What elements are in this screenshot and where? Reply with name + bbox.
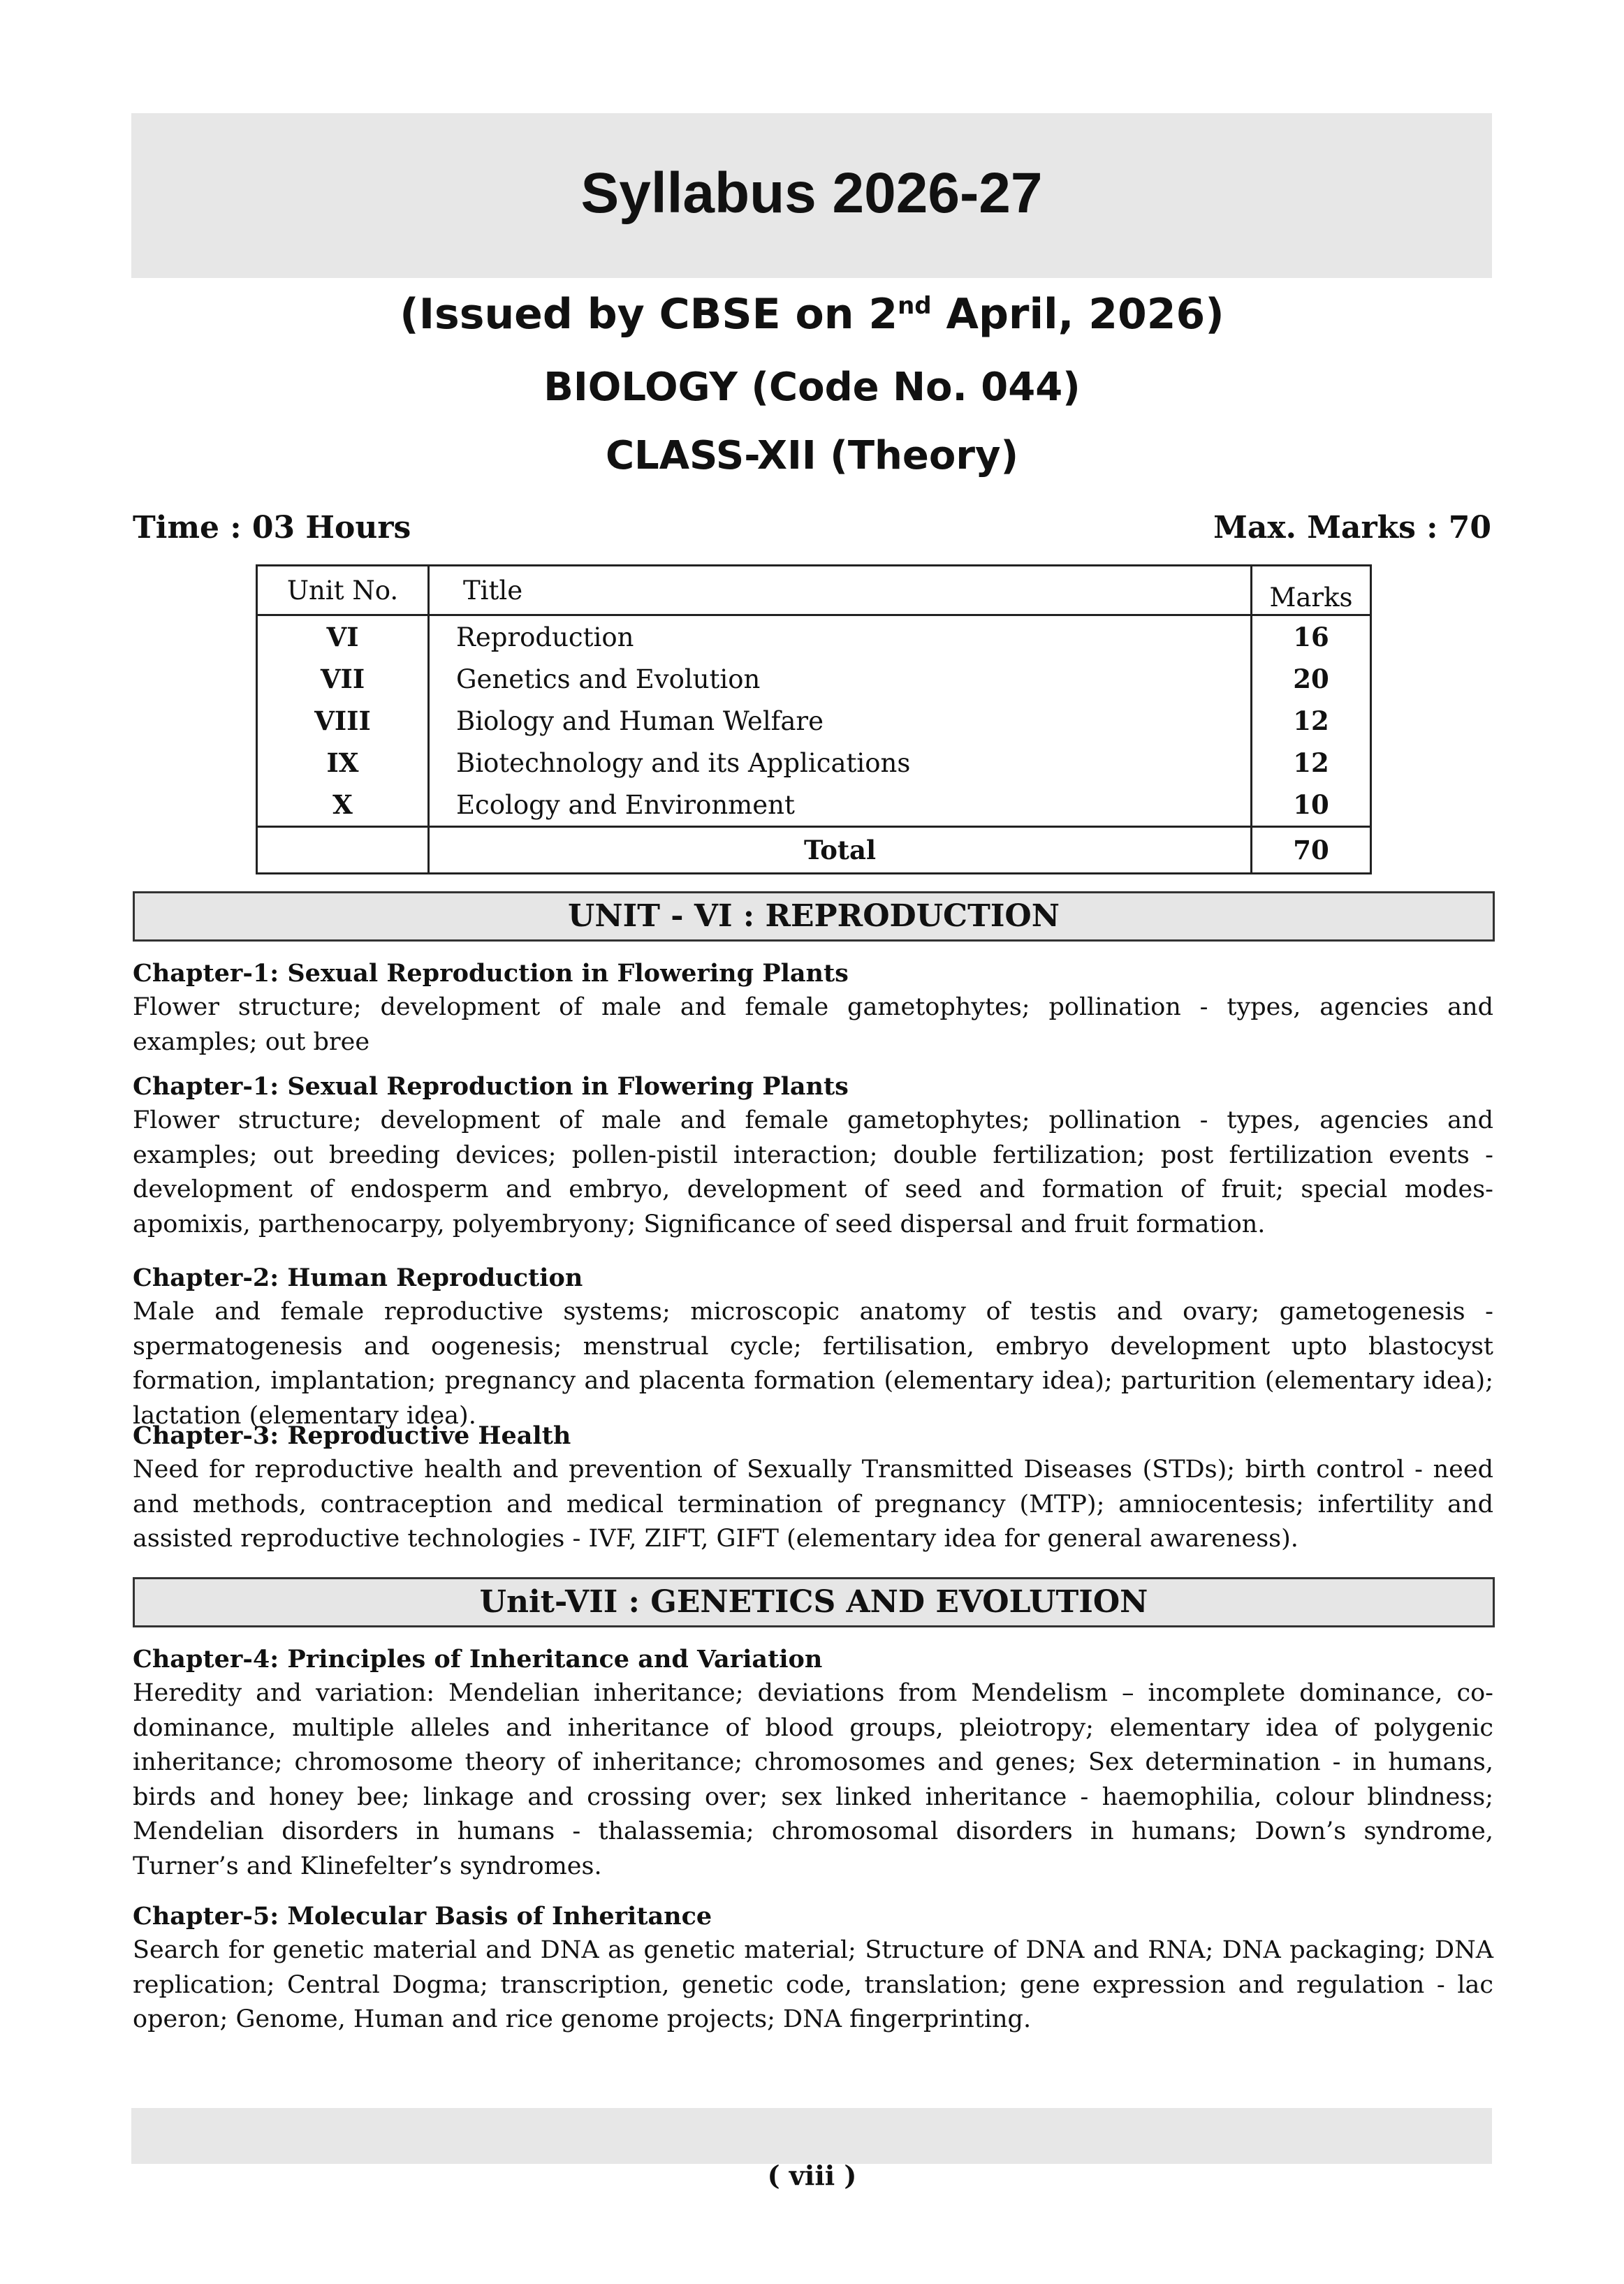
title-cell: Biology and Human Welfare <box>429 700 1252 742</box>
marks-cell: 12 <box>1252 700 1371 742</box>
subject-heading: BIOLOGY (Code No. 044) <box>543 365 1081 410</box>
chapter-block <box>133 1070 1493 1242</box>
table-row <box>257 700 1371 742</box>
marks-cell: 12 <box>1252 742 1371 784</box>
title-cell: Reproduction <box>429 615 1252 659</box>
unit-cell: IX <box>257 742 429 784</box>
chapter-text: Need for reproductive health and prevention of Sexually Transmitted Diseases (STDs); birth control - need and methods, contraception and medical termination of pregnancy (MTP); amniocentesis; infertility and assisted reproductive technologies - IVF, ZIFT, GIFT (elementary idea for general awareness). <box>133 1456 1493 1553</box>
chapter-text: Search for genetic material and DNA as genetic material; Structure of DNA and RNA; DNA packaging; DNA replication; Central Dogma; transcription, genetic code, translation; gene expression and regulation - lac operon; Genome, Human and rice genome projects; DNA fingerprinting. <box>133 1936 1493 2033</box>
chapter-text: Male and female reproductive systems; microscopic anatomy of testis and ovary; gametogenesis -spermatogenesis and oogenesis; menstrual cycle; fertilisation, embryo development upto blastocyst formation, implantation; pregnancy and placenta formation (elementary idea); parturition (elementary idea); lactation (elementary idea). <box>133 1298 1493 1430</box>
total-empty-cell <box>257 827 429 874</box>
header-marks: Marks <box>1252 566 1371 615</box>
table-row <box>257 784 1371 827</box>
table-row <box>257 658 1371 700</box>
issued-line <box>0 290 1624 339</box>
chapter-text: Flower structure; development of male and female gametophytes; pollination - types, agencies and examples; out bree <box>133 993 1493 1056</box>
chapter-title: Chapter-3: Reproductive Health <box>133 1421 571 1450</box>
max-marks-label: Max. Marks : 70 <box>1213 510 1491 546</box>
chapter-block <box>133 1261 1493 1433</box>
issued-after: April, 2026) <box>931 290 1224 339</box>
class-heading: CLASS-XII (Theory) <box>605 433 1019 478</box>
title-band <box>131 113 1492 278</box>
chapter-title: Chapter-1: Sexual Reproduction in Flowering Plants <box>133 959 849 988</box>
chapter-title: Chapter-4: Principles of Inheritance and Variation <box>133 1645 823 1674</box>
time-label: Time : 03 Hours <box>133 510 411 546</box>
chapter-title: Chapter-5: Molecular Basis of Inheritance <box>133 1902 712 1931</box>
marks-cell: 16 <box>1252 615 1371 659</box>
issued-sup: nd <box>898 292 932 320</box>
title-cell: Biotechnology and its Applications <box>429 742 1252 784</box>
issued-before: (Issued by CBSE on 2 <box>400 290 898 339</box>
table-header-row <box>257 566 1371 615</box>
table-total-row <box>257 827 1371 874</box>
chapter-block <box>133 1419 1493 1557</box>
unit-cell: VI <box>257 615 429 659</box>
unit-vi-heading: UNIT - VI : REPRODUCTION <box>133 891 1495 942</box>
unit-cell: VII <box>257 658 429 700</box>
total-label: Total <box>429 827 1252 874</box>
marks-cell: 10 <box>1252 784 1371 827</box>
table-row <box>257 742 1371 784</box>
page-title: Syllabus 2026-27 <box>580 161 1043 225</box>
unit-vii-heading: Unit-VII : GENETICS AND EVOLUTION <box>133 1577 1495 1627</box>
title-cell: Genetics and Evolution <box>429 658 1252 700</box>
chapter-block <box>133 1643 1493 1884</box>
page-number: ( viii ) <box>767 2160 857 2191</box>
chapter-block <box>133 957 1493 1060</box>
chapter-text: Heredity and variation: Mendelian inheritance; deviations from Mendelism – incomplete dominance, co-dominance, multiple alleles and inheritance of blood groups, pleiotropy; elementary idea of polygenic inheritance; chromosome theory of inheritance; chromosomes and genes; Sex determination - in humans, birds and honey bee; linkage and crossing over; sex linked inheritance - haemophilia, colour blindness; Mendelian disorders in humans - thalassemia; chromosomal disorders in humans; Down’s syndrome, Turner’s and Klinefelter’s syndromes. <box>133 1679 1493 1880</box>
chapter-title: Chapter-2: Human Reproduction <box>133 1264 583 1292</box>
marks-cell: 20 <box>1252 658 1371 700</box>
table-row <box>257 615 1371 659</box>
unit-cell: VIII <box>257 700 429 742</box>
total-marks: 70 <box>1252 827 1371 874</box>
chapter-block <box>133 1900 1493 2037</box>
header-unit: Unit No. <box>257 566 429 615</box>
footer-band <box>131 2108 1492 2164</box>
header-title: Title <box>429 566 1252 615</box>
chapter-text: Flower structure; development of male and female gametophytes; pollination - types, agencies and examples; out breeding devices; pollen-pistil interaction; double fertilization; post fertilization events - development of endosperm and embryo, development of seed and formation of fruit; special modes- apomixis, parthenocarpy, polyembryony; Significance of seed dispersal and fruit formation. <box>133 1106 1493 1238</box>
unit-cell: X <box>257 784 429 827</box>
chapter-title: Chapter-1: Sexual Reproduction in Flowering Plants <box>133 1072 849 1101</box>
units-table <box>256 564 1372 874</box>
title-cell: Ecology and Environment <box>429 784 1252 827</box>
